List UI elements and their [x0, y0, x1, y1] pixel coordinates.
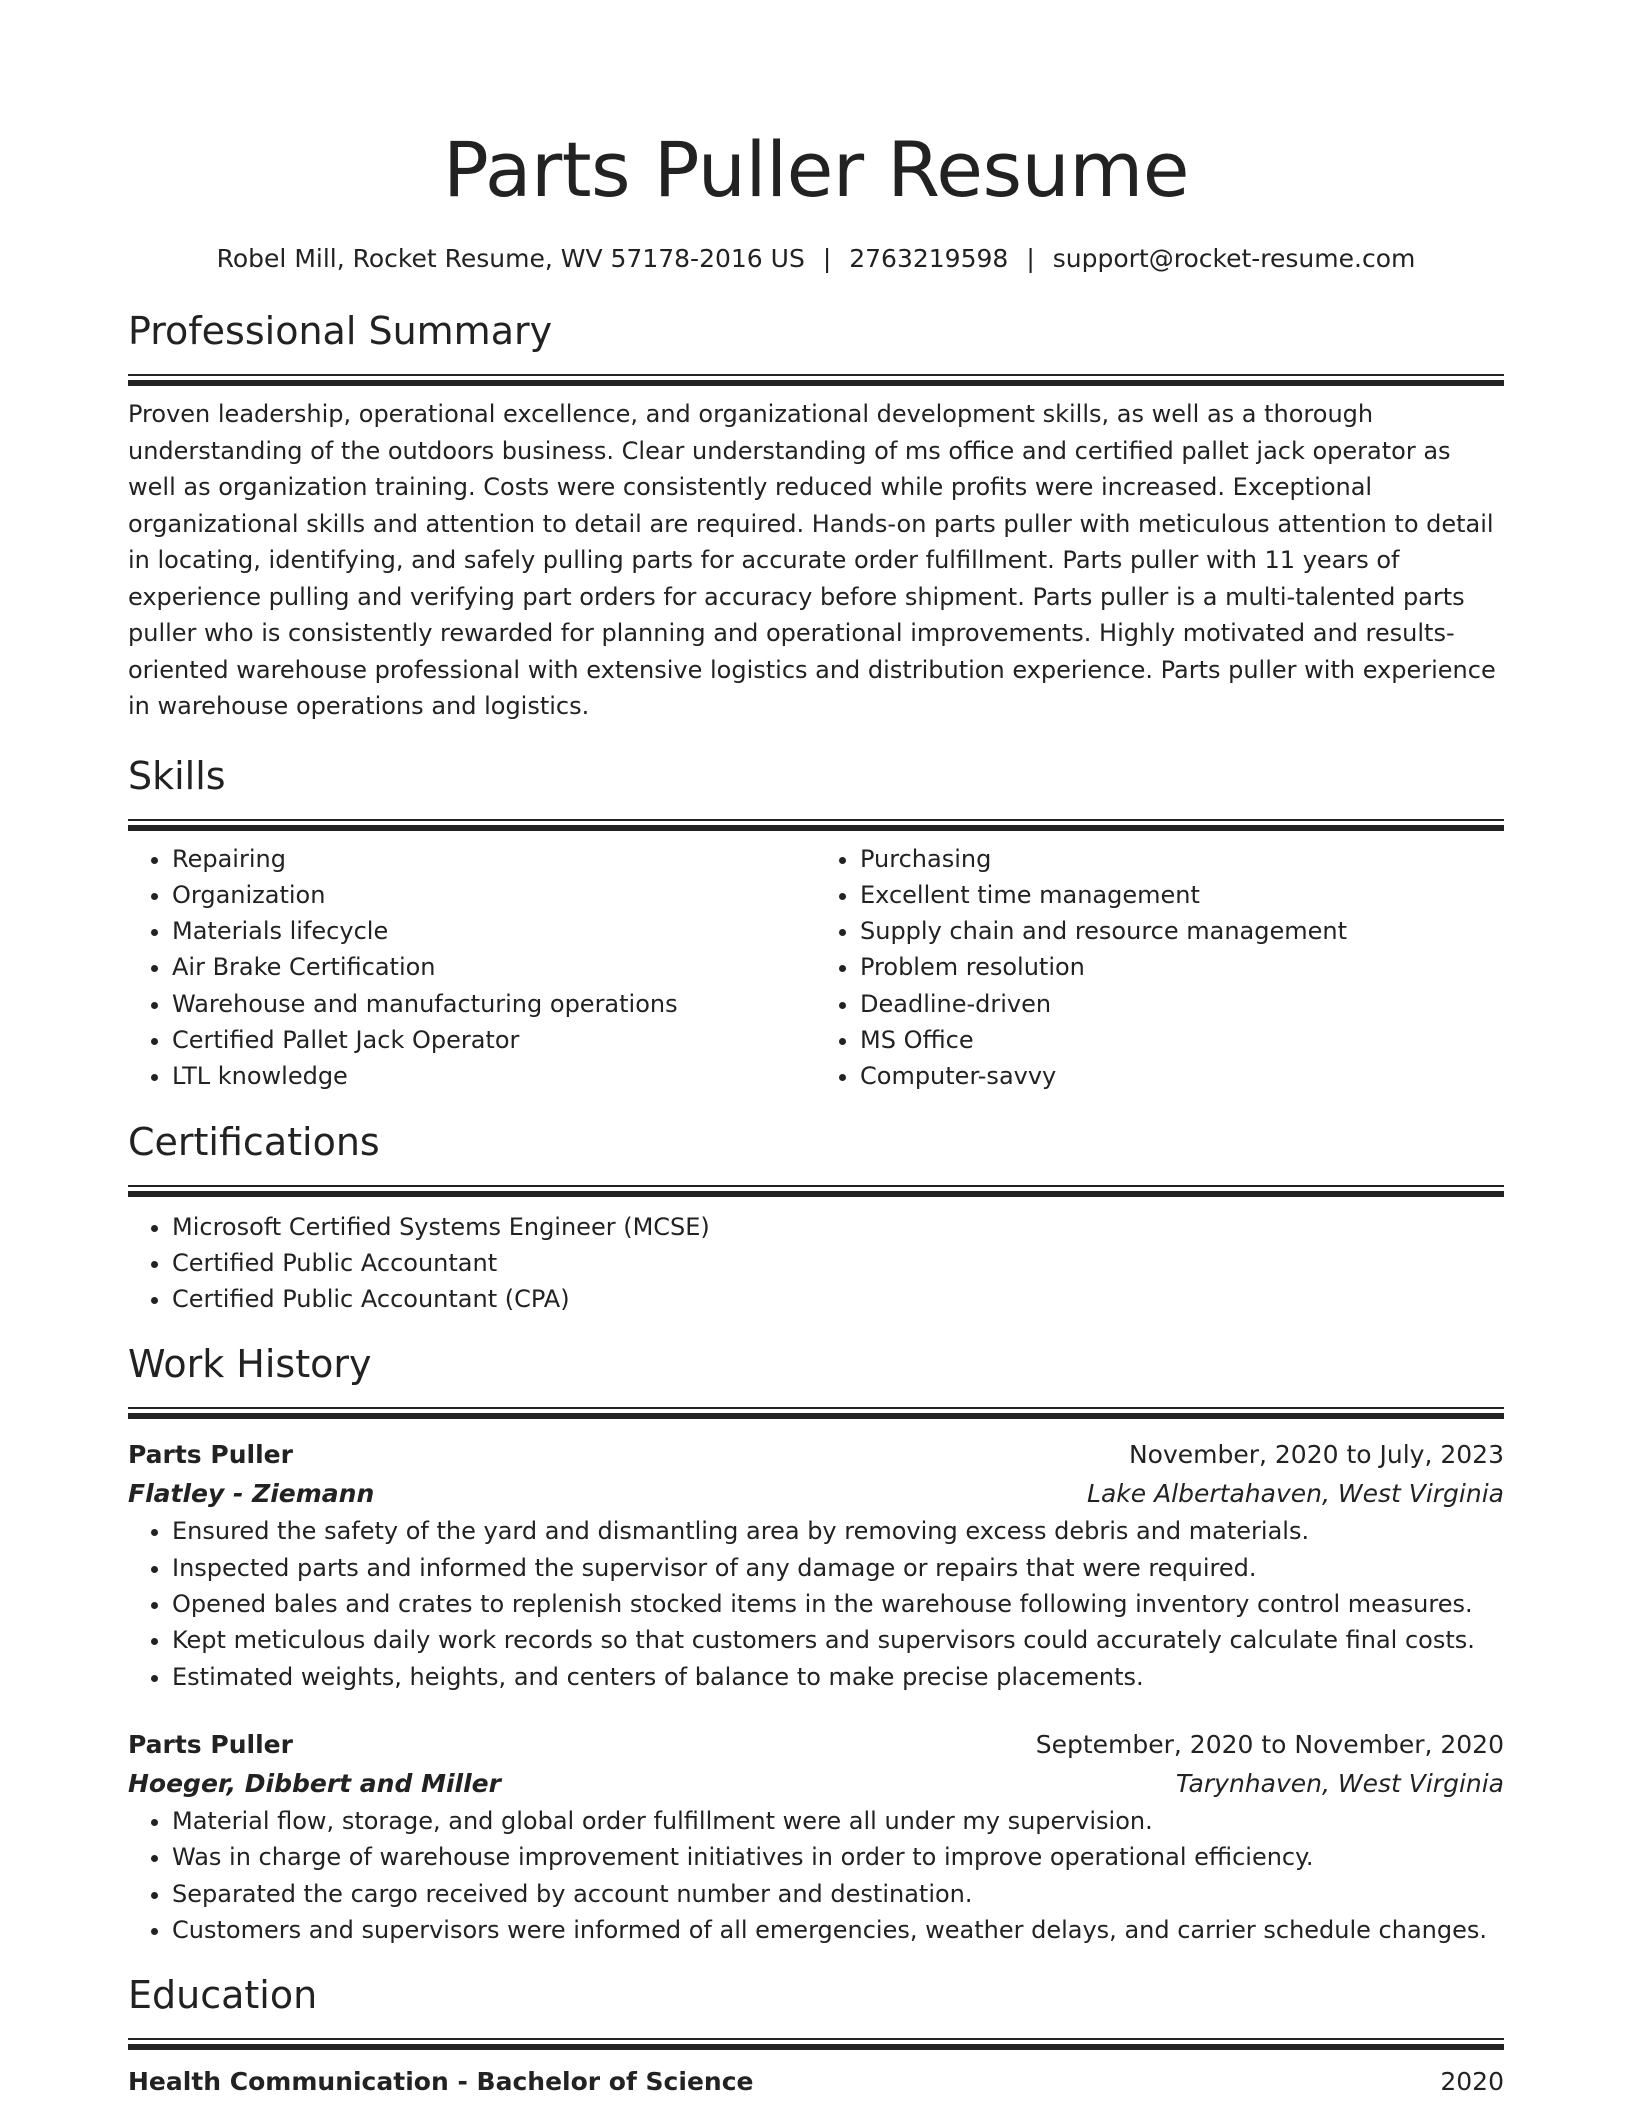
job-subheader [128, 1764, 1504, 1803]
job-duty-item: • Separated the cargo received by account number and destination. [172, 1876, 1504, 1912]
job-subheader [128, 1474, 1504, 1513]
education-section [128, 1970, 1504, 2101]
job-title: Parts Puller [128, 1729, 293, 1759]
skills-heading: Skills [128, 753, 226, 798]
education-heading: Education [128, 1973, 318, 2018]
skill-item: • LTL knowledge [172, 1058, 816, 1094]
job-header [128, 1725, 1504, 1764]
contact-line [128, 242, 1504, 276]
job-duty-item: • Material flow, storage, and global order fulfillment were all under my supervision. [172, 1803, 1504, 1839]
skill-item: • Purchasing [860, 841, 1504, 877]
job-entry [128, 1435, 1504, 1694]
certification-item: • Microsoft Certified Systems Engineer (MCSE) [172, 1209, 1504, 1245]
job-duty-item: • Inspected parts and informed the supervisor of any damage or repairs that were required. [172, 1550, 1504, 1586]
job-duty-item: • Kept meticulous daily work records so that customers and supervisors could accurately calculate final costs. [172, 1622, 1504, 1658]
skills-section [128, 751, 1504, 1095]
skill-item: • Repairing [172, 841, 816, 877]
job-entry [128, 1725, 1504, 1948]
job-duty-item: • Customers and supervisors were informed of all emergencies, weather delays, and carrier schedule changes. [172, 1912, 1504, 1948]
work-history-heading: Work History [128, 1342, 372, 1387]
skill-item: • Computer-savvy [860, 1058, 1504, 1094]
contact-email: support@rocket-resume.com [1052, 244, 1416, 273]
education-year: 2020 [1440, 2067, 1504, 2097]
education-entry [128, 2062, 1504, 2101]
skills-grid [128, 841, 1504, 1095]
job-location: Tarynhaven, West Virginia [1175, 1768, 1504, 1798]
certifications-heading: Certifications [128, 1119, 380, 1164]
contact-address: Robel Mill, Rocket Resume, WV 57178-2016 US [216, 244, 805, 273]
skill-item: • Materials lifecycle [172, 913, 816, 949]
job-dates: November, 2020 to July, 2023 [1128, 1440, 1504, 1470]
job-duty-item: • Was in charge of warehouse improvement initiatives in order to improve operational efficiency. [172, 1839, 1504, 1875]
skill-item: • MS Office [860, 1022, 1504, 1058]
page-title: Parts Puller Resume [442, 125, 1190, 214]
job-header [128, 1435, 1504, 1474]
job-location: Lake Albertahaven, West Virginia [1087, 1479, 1504, 1509]
job-duty-item: • Opened bales and crates to replenish stocked items in the warehouse following inventory control measures. [172, 1586, 1504, 1622]
section-divider [128, 819, 1504, 831]
certifications-section [128, 1117, 1504, 1318]
summary-heading: Professional Summary [128, 309, 553, 353]
skill-item: • Supply chain and resource management [860, 913, 1504, 949]
skill-item: • Problem resolution [860, 949, 1504, 985]
job-company: Hoeger, Dibbert and Miller [128, 1768, 501, 1798]
skills-list-left [128, 841, 816, 1095]
job-company: Flatley - Ziemann [128, 1479, 375, 1509]
section-divider [128, 374, 1504, 386]
section-divider [128, 1407, 1504, 1419]
summary-section [128, 306, 1504, 725]
job-duties-list [128, 1803, 1504, 1948]
section-divider [128, 2038, 1504, 2050]
work-history-section [128, 1339, 1504, 1948]
skills-list-right [816, 841, 1504, 1095]
job-duties-list [128, 1513, 1504, 1694]
education-degree: Health Communication - Bachelor of Science [128, 2067, 754, 2097]
skill-item: • Organization [172, 877, 816, 913]
section-divider [128, 1185, 1504, 1197]
job-dates: September, 2020 to November, 2020 [1035, 1729, 1504, 1759]
skills-column-right [816, 841, 1504, 1095]
job-duty-item: • Ensured the safety of the yard and dismantling area by removing excess debris and materials. [172, 1513, 1504, 1549]
job-title: Parts Puller [128, 1440, 293, 1470]
skill-item: • Certified Pallet Jack Operator [172, 1022, 816, 1058]
skill-item: • Warehouse and manufacturing operations [172, 986, 816, 1022]
contact-phone: 2763219598 [849, 244, 1009, 273]
certifications-list [128, 1209, 1504, 1318]
certification-item: • Certified Public Accountant [172, 1245, 1504, 1281]
contact-separator: | [1026, 244, 1035, 273]
skill-item: • Air Brake Certification [172, 949, 816, 985]
contact-separator: | [822, 244, 832, 273]
skill-item: • Deadline-driven [860, 986, 1504, 1022]
job-duty-item: • Estimated weights, heights, and centers of balance to make precise placements. [172, 1659, 1504, 1695]
certification-item: • Certified Public Accountant (CPA) [172, 1281, 1504, 1317]
skill-item: • Excellent time management [860, 877, 1504, 913]
skills-column-left [128, 841, 816, 1095]
summary-text: Proven leadership, operational excellence, and organizational development skills, as well as a thorough understanding of the outdoors business. Clear understanding of ms office and certified pallet jack operator as well as organization training. Costs were consistently reduced while profits were increased. Exceptional organizational skills and attention to detail are required. Hands-on parts puller with meticulous attention to detail in locating, identifying, and safely pulling parts for accurate order fulfillment. Parts puller with 11 years of experience pulling and verifying part orders for accuracy before shipment. Parts puller is a multi-talented parts puller who is consistently rewarded for planning and operational improvements. Highly motivated and results-oriented warehouse professional with extensive logistics and distribution experience. Parts puller with experience in warehouse operations and logistics. [128, 400, 1496, 720]
